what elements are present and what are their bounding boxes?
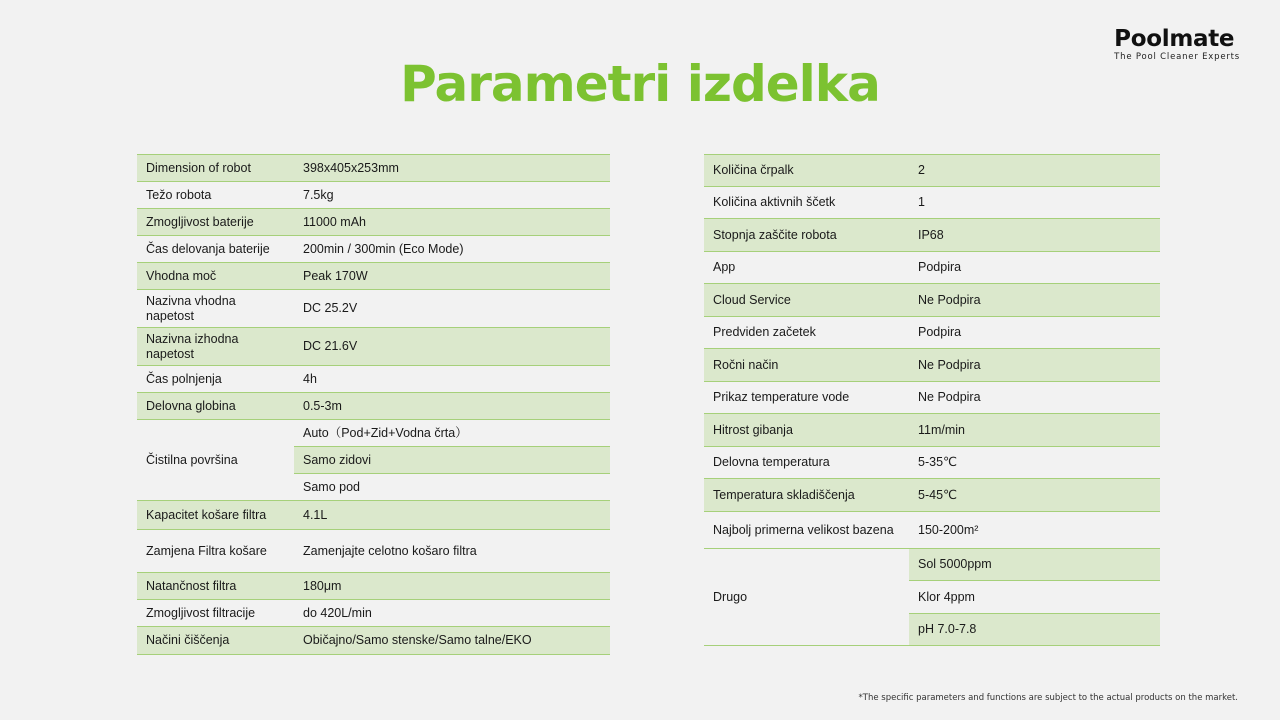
spec-value: Peak 170W — [294, 263, 610, 290]
table-row — [137, 530, 610, 573]
spec-label: Čas delovanja baterije — [137, 236, 294, 263]
spec-value: Podpira — [909, 317, 1160, 349]
table-row — [137, 155, 610, 182]
spec-label: Vhodna moč — [137, 263, 294, 290]
spec-value: DC 25.2V — [294, 290, 610, 328]
spec-value: Ne Podpira — [909, 349, 1160, 382]
spec-label: Zmogljivost filtracije — [137, 600, 294, 627]
table-row — [137, 393, 610, 420]
spec-value: 4.1L — [294, 501, 610, 530]
spec-value: 11m/min — [909, 414, 1160, 447]
spec-label: Temperatura skladiščenja — [704, 479, 909, 512]
spec-value: IP68 — [909, 219, 1160, 252]
spec-table-left — [137, 154, 610, 655]
spec-value: 150-200m² — [909, 512, 1160, 549]
table-row — [137, 328, 610, 366]
spec-label: Količina črpalk — [704, 155, 909, 187]
spec-label: Dimension of robot — [137, 155, 294, 182]
table-row — [137, 182, 610, 209]
spec-value: Podpira — [909, 252, 1160, 284]
spec-value: 200min / 300min (Eco Mode) — [294, 236, 610, 263]
spec-label: Nazivna izhodna napetost — [137, 328, 294, 366]
brand-tagline: The Pool Cleaner Experts — [1114, 52, 1240, 62]
spec-label: Zmogljivost baterije — [137, 209, 294, 236]
spec-value: 180μm — [294, 573, 610, 600]
spec-label: Najbolj primerna velikost bazena — [704, 512, 909, 549]
table-row — [137, 573, 610, 600]
spec-value: 7.5kg — [294, 182, 610, 209]
spec-label: Zamjena Filtra košare — [137, 530, 294, 573]
table-row — [704, 349, 1160, 382]
table-row — [137, 290, 610, 328]
spec-value: 1 — [909, 187, 1160, 219]
spec-value: 4h — [294, 366, 610, 393]
table-row — [704, 479, 1160, 512]
page-title: Parametri izdelka — [400, 55, 880, 113]
spec-value: Klor 4ppm — [909, 581, 1160, 614]
spec-value: do 420L/min — [294, 600, 610, 627]
spec-label: Težo robota — [137, 182, 294, 209]
spec-label: Čas polnjenja — [137, 366, 294, 393]
table-row — [704, 414, 1160, 447]
spec-value: Samo zidovi — [294, 447, 610, 474]
table-row — [137, 263, 610, 290]
spec-label: Hitrost gibanja — [704, 414, 909, 447]
spec-value: Sol 5000ppm — [909, 549, 1160, 581]
spec-value: 2 — [909, 155, 1160, 187]
spec-value: Samo pod — [294, 474, 610, 501]
spec-label: Delovna globina — [137, 393, 294, 420]
spec-label: Količina aktivnih ščetk — [704, 187, 909, 219]
spec-value: 11000 mAh — [294, 209, 610, 236]
table-row — [704, 549, 1160, 581]
spec-label: Ročni način — [704, 349, 909, 382]
spec-value: DC 21.6V — [294, 328, 610, 366]
brand-name: Poolmate — [1114, 26, 1235, 52]
spec-label: Delovna temperatura — [704, 447, 909, 479]
table-row — [137, 600, 610, 627]
table-row — [137, 420, 610, 447]
table-row — [704, 219, 1160, 252]
spec-label: Čistilna površina — [137, 420, 294, 501]
spec-label: Prikaz temperature vode — [704, 382, 909, 414]
spec-value: Ne Podpira — [909, 382, 1160, 414]
table-row — [704, 447, 1160, 479]
spec-value: Auto（Pod+Zid+Vodna črta） — [294, 420, 610, 447]
table-row — [137, 627, 610, 655]
spec-value: Zamenjajte celotno košaro filtra — [294, 530, 610, 573]
spec-value: Ne Podpira — [909, 284, 1160, 317]
spec-value: 398x405x253mm — [294, 155, 610, 182]
table-row — [137, 366, 610, 393]
table-row — [137, 236, 610, 263]
spec-value: Običajno/Samo stenske/Samo talne/EKO — [294, 627, 610, 655]
table-row — [704, 155, 1160, 187]
table-row — [704, 187, 1160, 219]
table-row — [704, 382, 1160, 414]
spec-label: Cloud Service — [704, 284, 909, 317]
spec-label: Natančnost filtra — [137, 573, 294, 600]
spec-label: Načini čiščenja — [137, 627, 294, 655]
spec-value: pH 7.0-7.8 — [909, 614, 1160, 646]
spec-label: Nazivna vhodna napetost — [137, 290, 294, 328]
table-row — [704, 252, 1160, 284]
spec-table-right — [704, 154, 1160, 646]
spec-label: Stopnja zaščite robota — [704, 219, 909, 252]
table-row — [704, 284, 1160, 317]
table-row — [137, 209, 610, 236]
footnote: *The specific parameters and functions are subject to the actual products on the market. — [858, 693, 1238, 703]
table-row — [704, 512, 1160, 549]
table-row — [137, 501, 610, 530]
spec-value: 5-35℃ — [909, 447, 1160, 479]
spec-value: 0.5-3m — [294, 393, 610, 420]
spec-label: App — [704, 252, 909, 284]
spec-label: Predviden začetek — [704, 317, 909, 349]
spec-label: Kapacitet košare filtra — [137, 501, 294, 530]
spec-value: 5-45℃ — [909, 479, 1160, 512]
table-row — [704, 317, 1160, 349]
spec-label: Drugo — [704, 549, 909, 646]
